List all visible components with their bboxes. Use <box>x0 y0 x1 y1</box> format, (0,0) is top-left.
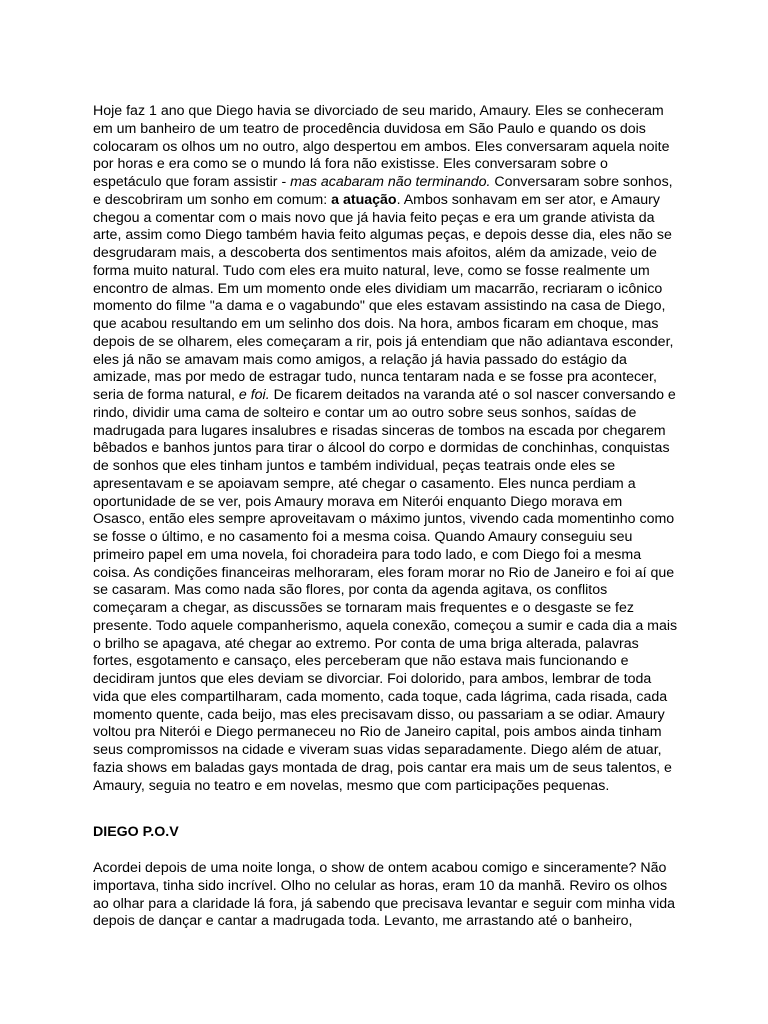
italic-phrase: mas acabaram não terminando. <box>290 174 491 190</box>
section-heading: DIEGO P.O.V <box>93 824 179 841</box>
paragraph-text: . Ambos sonhavam em ser ator, e Amaury chegou a comentar com o mais novo que já havia feito peças e era um grande ativista da arte, assim como Diego também havia feito algumas peças, e depois desse dia, eles não se desgrudaram mais, a descoberta dos sentimentos mais afoitos, além da amizade, veio de forma muito natural. Tudo com eles era muito natural, leve, como se fosse realmente um encontro de almas. Em um momento onde eles dividiam um macarrão, recriaram o icônico momento do filme "a dama e o vagabundo" que eles estavam assistindo na casa de Diego, que acabou resultando em um selinho dos dois. Na hora, ambos ficaram em choque, mas depois de se olharem, eles começaram a rir, pois já entendiam que não adiantava esconder, eles já não se amavam mais como amigos, a relação já havia passado do estágio da amizade, mas por medo de estragar tudo, nunca tentaram nada e se fosse pra acontecer, seria de forma natural, <box>93 191 674 403</box>
bold-phrase: a atuação <box>331 191 397 208</box>
paragraph-text: De ficarem deitados na varanda até o sol nascer conversando e rindo, dividir uma cama de solteiro e contar um ao outro sobre seus sonhos, saídas de madrugada para lugares insalubres e risadas sinceras de tombos na escada por chegarem bêbados e banhos juntos para tirar o álcool do corpo e dormidas de conchinhas, conquistas de sonhos que eles tinham juntos e também individual, peças teatrais onde eles se apresentavam e se apoiavam sempre, até chegar o casamento. Eles nunca perdiam a oportunidade de se ver, pois Amaury morava em Niterói enquanto Diego morava em Osasco, então eles sempre aproveitavam o máximo juntos, vivendo cada momentinho como se fosse o último, e no casamento foi a mesma coisa. Quando Amaury conseguiu seu primeiro papel em uma novela, foi choradeira para todo lado, e com Diego foi a mesma coisa. As condições financeiras melhoraram, eles foram morar no Rio de Janeiro e foi aí que se casaram. Mas como nada são flores, por conta da agenda agitava, os conflitos começaram a chegar, as discussões se tornaram mais frequentes e o desgaste se fez presente. Todo aquele companherismo, aquela conexão, começou a sumir e cada dia a mais o brilho se apagava, até chegar ao extremo. Por conta de uma briga alterada, palavras fortes, esgotamento e cansaço, eles perceberam que não estava mais funcionando e decidiram juntos que eles deviam se divorciar. Foi dolorido, para ambos, lembrar de toda vida que eles compartilharam, cada momento, cada toque, cada lágrima, cada risada, cada momento quente, cada beijo, mas eles precisavam disso, ou passariam a se odiar. Amaury voltou pra Niterói e Diego permaneceu no Rio de Janeiro capital, pois ambos ainda tinham seus compromissos na cidade e viveram suas vidas separadamente. Diego além de atuar, fazia shows em baladas gays montada de drag, pois cantar era mais um de seus talentos, e Amaury, seguia no teatro e em novelas, mesmo que com participações pequenas. <box>93 387 678 794</box>
story-paragraph <box>93 103 678 795</box>
paragraph-text: Conversaram sobre sonhos, e descobriram um sonho em comum: <box>93 174 673 208</box>
paragraph-text: Hoje faz 1 ano que Diego havia se divorciado de seu marido, Amaury. Eles se conheceram em um banheiro de um teatro de procedência duvidosa em São Paulo e quando os dois colocaram os olhos um no outro, algo despertou em ambos. Eles conversaram aquela noite por horas e era como se o mundo lá fora não existisse. Eles conversaram sobre o espetáculo que foram assistir - <box>93 103 670 190</box>
italic-phrase: e foi. <box>238 387 270 403</box>
document-page <box>93 103 678 931</box>
pov-paragraph: Acordei depois de uma noite longa, o show de ontem acabou comigo e sinceramente? Não importava, tinha sido incrível. Olho no celular as horas, eram 10 da manhã. Reviro os olhos ao olhar para a claridade lá fora, já sabendo que precisava levantar e seguir com minha vida depois de dançar e cantar a madrugada toda. Levanto, me arrastando até o banheiro, <box>93 860 676 930</box>
